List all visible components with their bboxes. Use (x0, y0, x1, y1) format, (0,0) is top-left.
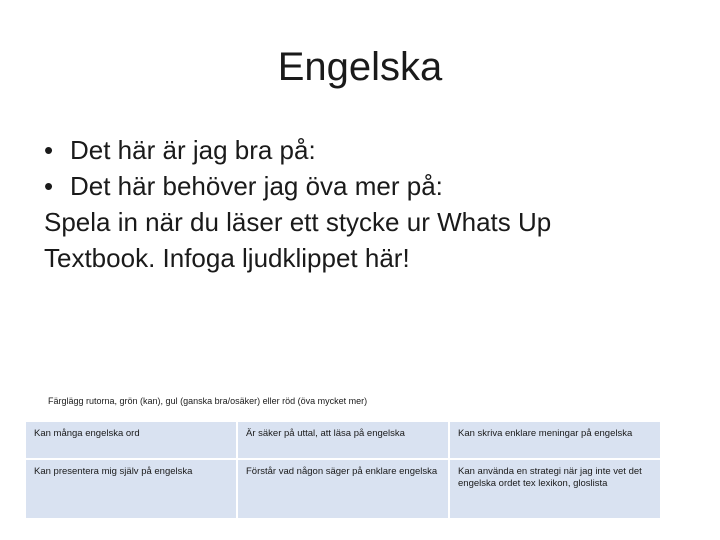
slide-body (44, 132, 684, 276)
table-cell[interactable]: Kan använda en strategi när jag inte vet det engelska ordet tex lexikon, gloslista (450, 460, 660, 518)
bullet-text: Det här är jag bra på: (70, 135, 316, 165)
bullet-text: Det här behöver jag öva mer på: (70, 171, 443, 201)
table-cell[interactable]: Är säker på uttal, att läsa på engelska (238, 422, 448, 458)
slide-title: Engelska (277, 45, 443, 89)
recording-instruction-line-2: Textbook. Infoga ljudklippet här! (44, 243, 410, 273)
bullet-item-strengths (44, 132, 684, 168)
coloring-instruction: Färglägg rutorna, grön (kan), gul (ganska bra/osäker) eller röd (öva mycket mer) (48, 396, 368, 406)
table-cell[interactable]: Kan många engelska ord (26, 422, 236, 458)
bullet-icon: • (44, 135, 54, 165)
skills-table (26, 422, 660, 520)
bullet-item-practice (44, 168, 684, 204)
table-cell[interactable]: Kan skriva enklare meningar på engelska (450, 422, 660, 458)
recording-instruction-line-1: Spela in när du läser ett stycke ur Whats Up (44, 207, 552, 237)
table-cell[interactable]: Kan presentera mig själv på engelska (26, 460, 236, 518)
bullet-icon: • (44, 171, 54, 201)
table-cell[interactable]: Förstår vad någon säger på enklare engelska (238, 460, 448, 518)
